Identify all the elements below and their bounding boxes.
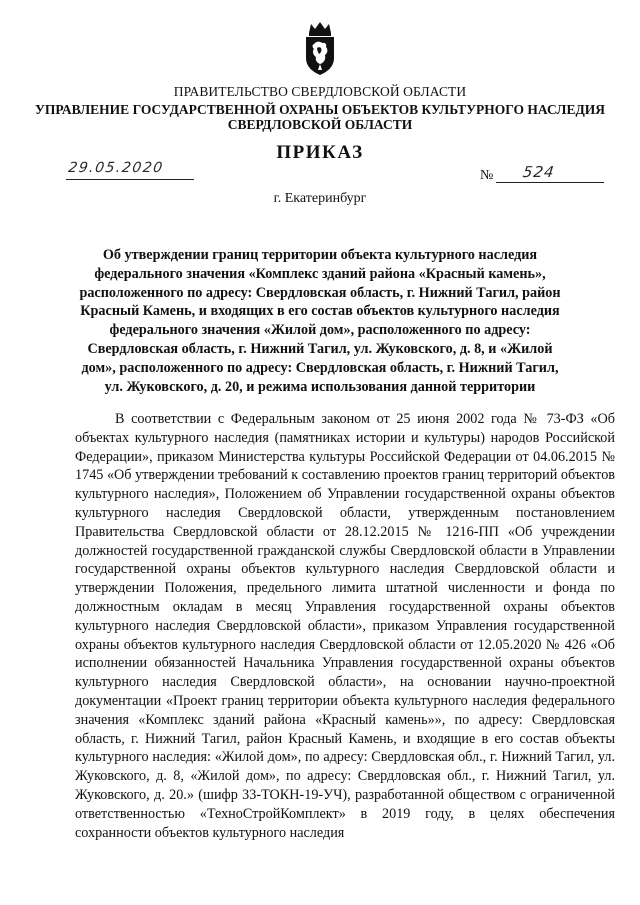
number-underline <box>496 182 604 183</box>
date-underline <box>66 179 194 180</box>
coat-of-arms-icon <box>303 22 337 76</box>
document-type-title: ПРИКАЗ <box>276 142 364 163</box>
order-body-paragraph: В соответствии с Федеральным законом от 25 июня 2002 года № 73-ФЗ «Об объектах культурного наследия (памятниках истории и культуры) народов Российской Федерации», приказом Министерства культуры Российской Федерации от 04.06.2015 № 1745 «Об утверждении требований к составлению проектов границ территорий объектов культурного наследия», Положением об Управлении государственной охраны объектов культурного наследия Свердловской области, утвержденным постановлением Правительства Свердловской области от 28.12.2015 № 1216-ПП «Об учреждении должностей государственной гражданской службы Свердловской области в Управлении государственной охраны объектов культурного наследия Свердловской области и утверждении Положения, предельного лимита штатной численности и фонда по должностным окладам в месяц Управления государственной охраны объектов культурного наследия Свердловской области», приказом Управления государственной охраны объектов культурного наследия Свердловской области от 12.05.2020 № 426 «Об исполнении обязанностей Начальника Управления государственной охраны объектов культурного наследия Свердловской области», на основании научно-проектной документации «Проект границ территории объекта культурного наследия федерального значения «Комплекс зданий района «Красный камень»», по адресу: Свердловская область, г. Нижний Тагил, район Красный Камень, и входящие в его состав объекты культурного наследия: «Жилой дом», по адресу: Свердловская обл., г. Нижний Тагил, ул. Жуковского, д. 8, «Жилой дом», по адресу: Свердловская обл., г. Нижний Тагил, ул. Жуковского, д. 20.» (шифр 33-ТОКН-19-УЧ), разработанной обществом с ограниченной ответственностью «ТехноСтройКомплект» в 2019 году, в целях обеспечения сохранности объектов культурного наследия <box>75 411 615 841</box>
department-name: УПРАВЛЕНИЕ ГОСУДАРСТВЕННОЙ ОХРАНЫ ОБЪЕКТОВ КУЛЬТУРНОГО НАСЛЕДИЯ СВЕРДЛОВСКОЙ ОБЛАСТИ <box>34 102 606 132</box>
order-subject: Об утверждении границ территории объекта культурного наследия федерального значения «Комплекс зданий района «Красный камень», расположенного по адресу: Свердловская область, г. Нижний Тагил, район Красный Камень, и входящих в его состав объектов культурного наследия федерального значения «Жилой дом», расположенного по адресу: Свердловская область, г. Нижний Тагил, ул. Жуковского, д. 8, и «Жилой дом», расположенного по адресу: Свердловская область, г. Нижний Тагил, ул. Жуковского, д. 20, и режима использования данной территории <box>79 247 561 395</box>
order-city: г. Екатеринбург <box>273 191 367 206</box>
order-number: 524 <box>521 163 556 181</box>
government-name: ПРАВИТЕЛЬСТВО СВЕРДЛОВСКОЙ ОБЛАСТИ <box>173 84 467 99</box>
order-date: 29.05.2020 <box>67 160 165 176</box>
order-number-label: № <box>480 168 494 183</box>
